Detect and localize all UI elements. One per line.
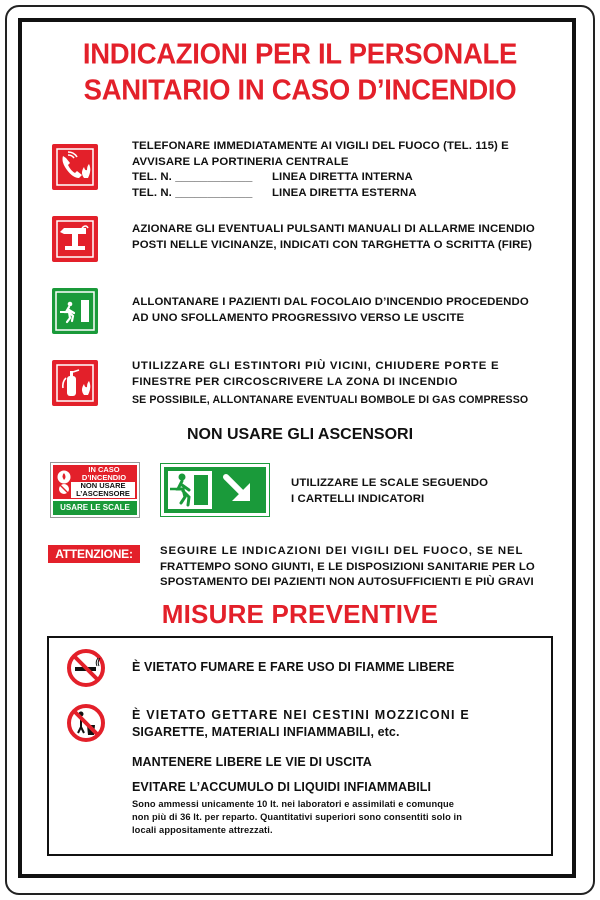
preventive-line: È VIETATO GETTARE NEI CESTINI MOZZICONI E — [132, 708, 470, 722]
preventive-line: SIGARETTE, MATERIALI INFIAMMABILI, etc. — [132, 725, 400, 739]
exit-free-text: MANTENERE LIBERE LE VIE DI USCITA — [132, 755, 372, 769]
no-littering-icon — [66, 703, 106, 743]
elevator-sign-line: NON USARE — [80, 481, 126, 490]
instruction-line: UTILIZZARE GLI ESTINTORI PIÙ VICINI, CHIUDERE PORTE E — [132, 360, 500, 372]
elevator-sign-line: L’ASCENSORE — [76, 489, 130, 498]
elevator-sign-line: D’INCENDIO — [81, 473, 127, 482]
note-line: Sono ammessi unicamente 10 lt. nei laboratori e assimilati e comunque — [132, 799, 455, 809]
attention-label: ATTENZIONE: — [48, 545, 140, 563]
flammable-note — [132, 798, 462, 837]
alarm-button-icon — [52, 216, 98, 262]
note-line: non più di 36 lt. per reparto. Quantitativi superiori sono consentiti solo in — [132, 812, 463, 822]
emergency-exit-icon — [52, 288, 98, 334]
use-stairs-label: USARE LE SCALE — [53, 501, 137, 515]
instruction-line: POSTI NELLE VICINANZE, INDICATI CON TARGHETTA O SCRITTA (FIRE) — [132, 238, 533, 251]
elevator-warning-sign — [50, 462, 140, 518]
tel-description: LINEA DIRETTA ESTERNA — [272, 186, 417, 199]
note-line: locali appositamente attrezzati. — [132, 825, 273, 835]
attention-line: FRATTEMPO SONO GIUNTI, E LE DISPOSIZIONI SANITARIE PER LO — [160, 560, 535, 573]
tel-row-external — [132, 186, 509, 202]
phone-fire-icon — [52, 144, 98, 190]
instruction-alarm-text — [132, 222, 535, 253]
instruction-line: AVVISARE LA PORTINERIA CENTRALE — [132, 155, 349, 168]
attention-line: SEGUIRE LE INDICAZIONI DEI VIGILI DEL FUOCO, SE NEL — [160, 545, 524, 557]
title-line-2: SANITARIO IN CASO D’INCENDIO — [83, 73, 517, 106]
instruction-line: FINESTRE PER CIRCOSCRIVERE LA ZONA DI INCENDIO — [132, 375, 458, 388]
instruction-exit-text — [132, 295, 529, 326]
no-elevators-heading — [0, 426, 600, 444]
instruction-phone-text — [132, 139, 509, 201]
no-smoking-text: È VIETATO FUMARE E FARE USO DI FIAMME LIBERE — [132, 660, 455, 674]
exit-sign-panel — [164, 467, 266, 513]
flammable-liquids-text: EVITARE L’ACCUMULO DI LIQUIDI INFIAMMABILI — [132, 780, 432, 794]
tel-row-internal — [132, 170, 509, 186]
instruction-line: AZIONARE GLI EVENTUALI PULSANTI MANUALI DI ALLARME INCENDIO — [132, 223, 535, 235]
instruction-extinguisher-text — [132, 359, 499, 390]
no-smoking-icon — [66, 648, 106, 688]
instruction-line: AD UNO SFOLLAMENTO PROGRESSIVO VERSO LE USCITE — [132, 311, 465, 324]
fire-extinguisher-icon — [52, 360, 98, 406]
elevator-sign-line: IN CASO — [88, 465, 120, 474]
stairs-text — [291, 476, 488, 507]
preventive-heading: MISURE PREVENTIVE — [161, 599, 439, 629]
page-title — [22, 36, 578, 107]
tel-number-field: TEL. N. ____________ — [132, 171, 253, 183]
no-elevators-text: NON USARE GLI ASCENSORI — [186, 426, 414, 443]
instruction-line: ALLONTANARE I PAZIENTI DAL FOCOLAIO D’INCENDIO PROCEDENDO — [132, 296, 529, 308]
tel-number-field: TEL. N. ____________ — [132, 186, 253, 199]
elevator-sign-red-panel — [53, 465, 137, 499]
exit-arrow-sign — [160, 463, 270, 517]
attention-text — [160, 544, 535, 591]
stairs-line: UTILIZZARE LE SCALE SEGUENDO — [291, 477, 489, 489]
stairs-line: I CARTELLI INDICATORI — [291, 492, 425, 505]
tel-description: LINEA DIRETTA INTERNA — [272, 171, 413, 183]
instruction-line: TELEFONARE IMMEDIATAMENTE AI VIGILI DEL FUOCO (TEL. 115) E — [132, 140, 509, 152]
instruction-gas-note: SE POSSIBILE, ALLONTANARE EVENTUALI BOMBOLE DI GAS COMPRESSO — [132, 394, 529, 406]
title-line-1: INDICAZIONI PER IL PERSONALE — [82, 37, 518, 70]
no-littering-text — [132, 707, 470, 741]
attention-line: SPOSTAMENTO DEI PAZIENTI NON AUTOSUFFICIENTI E PIÙ GRAVI — [160, 576, 534, 588]
